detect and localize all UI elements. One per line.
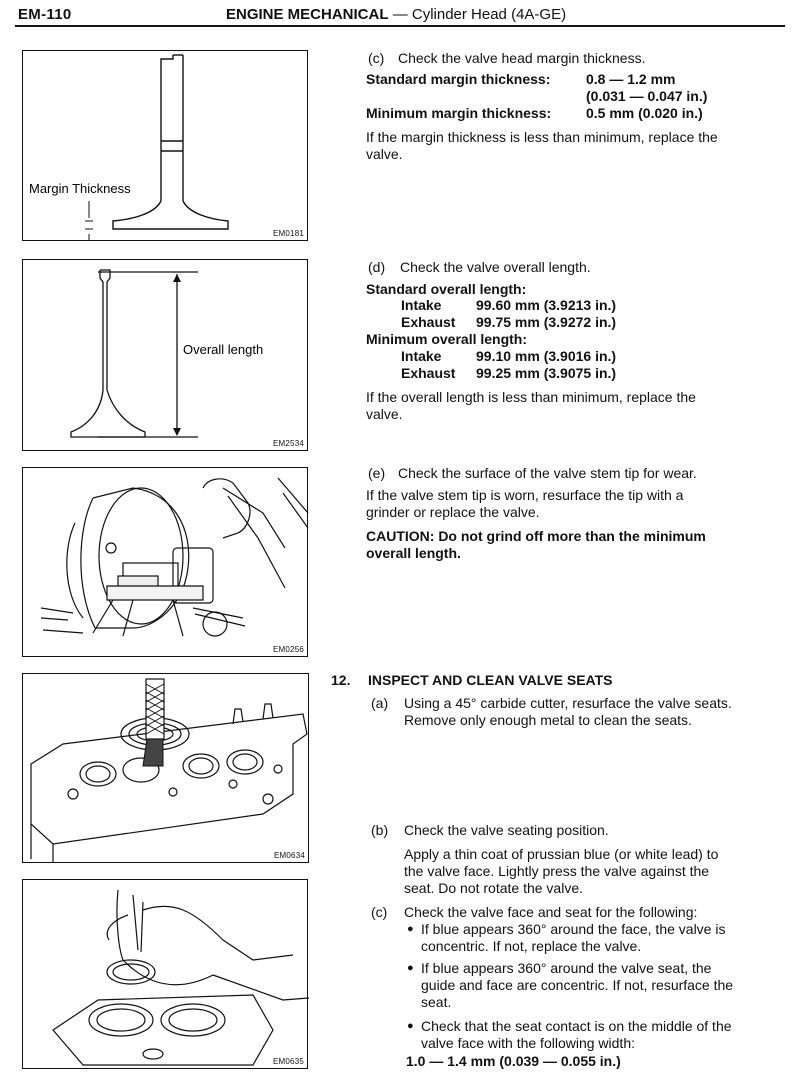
- std-exhaust-value: 99.75 mm (3.9272 in.): [476, 314, 617, 330]
- std-margin-value-in: (0.031 — 0.047 in.): [586, 88, 708, 104]
- step-a-line-2: Remove only enough metal to clean the seats.: [404, 712, 692, 728]
- figure-margin-thickness: [22, 50, 308, 241]
- figure-seat-contact-check: [22, 879, 308, 1069]
- min-intake-value: 99.10 mm (3.9016 in.): [476, 348, 617, 364]
- valve-margin-illustration: [23, 51, 309, 242]
- bullet-2-line-2: guide and face are concentric. If not, resurface the: [421, 977, 734, 993]
- margin-thickness-label: Margin Thickness: [29, 181, 131, 196]
- step-a-line-1: Using a 45° carbide cutter, resurface the valve seats.: [404, 695, 732, 711]
- step-a-marker: (a): [371, 695, 389, 711]
- section-subtitle: — Cylinder Head (4A-GE): [392, 6, 567, 23]
- bullet-dot: ●: [407, 923, 414, 935]
- step-c2-title: Check the valve face and seat for the following:: [404, 904, 698, 920]
- length-note-line-2: valve.: [366, 406, 403, 422]
- section-number: 12.: [331, 672, 351, 688]
- figure-id: EM0634: [274, 851, 305, 860]
- step-b-marker: (b): [371, 822, 389, 838]
- figure-stem-tip-grinder: [22, 467, 308, 657]
- stem-note-line-2: grinder or replace the valve.: [366, 504, 540, 520]
- min-length-label: Minimum overall length:: [366, 331, 528, 347]
- bullet-3-line-1: Check that the seat contact is on the middle of the: [421, 1018, 732, 1034]
- bullet-3-line-2: valve face with the following width:: [421, 1035, 635, 1051]
- cutter-illustration: [23, 674, 310, 864]
- bullet-dot: ●: [407, 962, 414, 974]
- std-intake-label: Intake: [401, 297, 442, 313]
- min-margin-label: Minimum margin thickness:: [366, 105, 552, 121]
- stem-note-line-1: If the valve stem tip is worn, resurface the tip with a: [366, 487, 684, 503]
- std-exhaust-label: Exhaust: [401, 314, 456, 330]
- step-b-title: Check the valve seating position.: [404, 822, 609, 838]
- overall-length-label: Overall length: [183, 342, 264, 357]
- figure-id: EM0635: [273, 1057, 304, 1066]
- contact-width-value: 1.0 — 1.4 mm (0.039 — 0.055 in.): [406, 1053, 621, 1069]
- std-margin-label: Standard margin thickness:: [366, 71, 551, 87]
- min-intake-label: Intake: [401, 348, 442, 364]
- step-b-line-3: seat. Do not rotate the valve.: [404, 880, 583, 896]
- page-number: EM-110: [18, 6, 72, 23]
- figure-id: EM0181: [273, 229, 304, 238]
- bullet-1-line-1: If blue appears 360° around the face, the valve is: [421, 921, 726, 937]
- step-c-marker: (c): [368, 50, 385, 66]
- figure-id: EM0256: [273, 645, 304, 654]
- margin-note-line-2: valve.: [366, 146, 403, 162]
- section-heading: INSPECT AND CLEAN VALVE SEATS: [368, 672, 613, 688]
- seat-check-illustration: [23, 880, 309, 1070]
- std-intake-value: 99.60 mm (3.9213 in.): [476, 297, 617, 313]
- figure-valve-seat-cutter: [22, 673, 309, 863]
- page-title: [226, 6, 566, 23]
- valve-length-illustration: [23, 260, 309, 452]
- bullet-dot: ●: [407, 1020, 414, 1032]
- header-rule: [15, 25, 785, 27]
- min-margin-value: 0.5 mm (0.020 in.): [586, 105, 703, 121]
- section-title: ENGINE MECHANICAL: [226, 6, 389, 23]
- grinder-illustration: [23, 468, 309, 658]
- bullet-1-line-2: concentric. If not, replace the valve.: [421, 938, 642, 954]
- step-c-title: Check the valve head margin thickness.: [398, 50, 646, 66]
- std-margin-value: 0.8 — 1.2 mm: [586, 71, 676, 87]
- step-d-marker: (d): [368, 259, 386, 275]
- min-exhaust-value: 99.25 mm (3.9075 in.): [476, 365, 617, 381]
- step-d-title: Check the valve overall length.: [400, 259, 591, 275]
- margin-note-line-1: If the margin thickness is less than minimum, replace the: [366, 129, 718, 145]
- bullet-2-line-3: seat.: [421, 994, 452, 1010]
- std-length-label: Standard overall length:: [366, 281, 527, 297]
- figure-overall-length: [22, 259, 308, 451]
- step-b-line-2: the valve face. Lightly press the valve against the: [404, 863, 710, 879]
- caution-line-1: CAUTION: Do not grind off more than the minimum: [366, 528, 706, 544]
- length-note-line-1: If the overall length is less than minimum, replace the: [366, 389, 696, 405]
- caution-line-2: overall length.: [366, 545, 461, 561]
- step-b-line-1: Apply a thin coat of prussian blue (or white lead) to: [404, 846, 719, 862]
- step-e-marker: (e): [368, 465, 386, 481]
- min-exhaust-label: Exhaust: [401, 365, 456, 381]
- figure-id: EM2534: [273, 439, 304, 448]
- bullet-2-line-1: If blue appears 360° around the valve seat, the: [421, 960, 712, 976]
- step-c2-marker: (c): [371, 904, 388, 920]
- step-e-title: Check the surface of the valve stem tip for wear.: [398, 465, 697, 481]
